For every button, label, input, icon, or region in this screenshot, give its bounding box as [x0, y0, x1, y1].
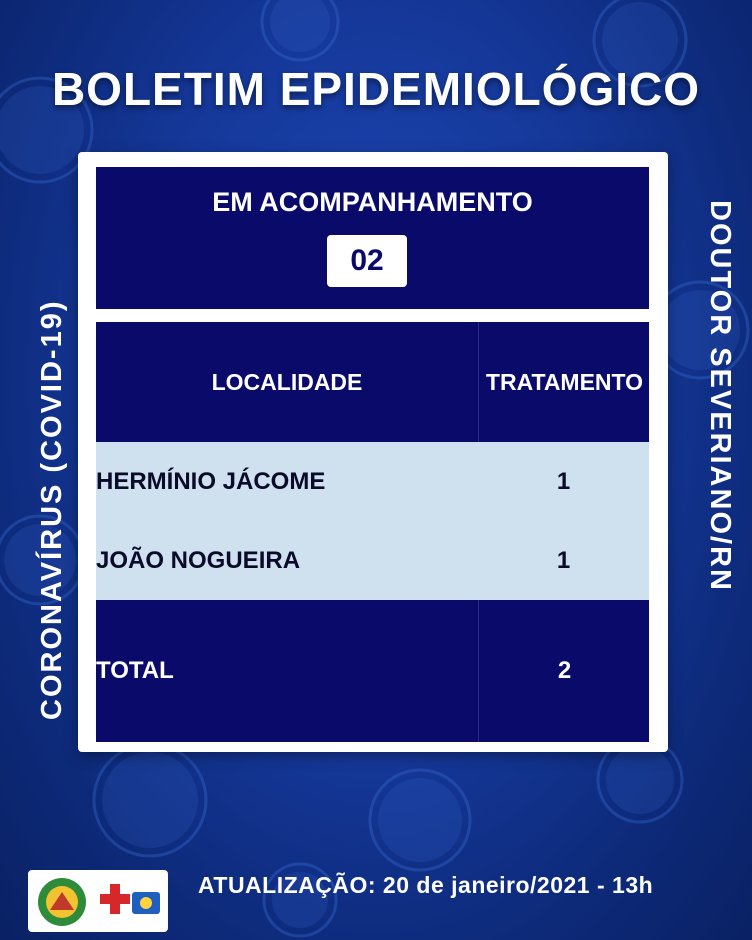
- column-header-tratamento: TRATAMENTO: [478, 322, 650, 442]
- side-label-right: DOUTOR SEVERIANO/RN: [704, 200, 736, 592]
- monitoring-count: 02: [327, 235, 407, 287]
- row-tratamento: 1: [556, 547, 571, 574]
- table-header: [96, 322, 649, 442]
- update-timestamp: ATUALIZAÇÃO: 20 de janeiro/2021 - 13h: [198, 872, 654, 898]
- table-row: [96, 522, 649, 600]
- cases-table: [96, 322, 649, 742]
- row-localidade: HERMÍNIO JÁCOME: [96, 468, 326, 495]
- total-label: TOTAL: [96, 657, 174, 684]
- total-value: 2: [478, 600, 650, 742]
- monitoring-summary: [96, 167, 649, 309]
- monitoring-label: EM ACOMPANHAMENTO: [212, 187, 533, 217]
- side-label-left: CORONAVÍRUS (COVID-19): [36, 299, 68, 720]
- row-tratamento: 1: [556, 468, 571, 495]
- row-localidade: JOÃO NOGUEIRA: [96, 547, 301, 574]
- municipal-logos-icon: [28, 870, 168, 932]
- table-row: [96, 442, 649, 522]
- logos-panel: [28, 870, 168, 932]
- column-header-localidade: LOCALIDADE: [211, 368, 363, 395]
- page-title: BOLETIM EPIDEMIOLÓGICO: [51, 63, 701, 115]
- table-total-row: [96, 600, 649, 742]
